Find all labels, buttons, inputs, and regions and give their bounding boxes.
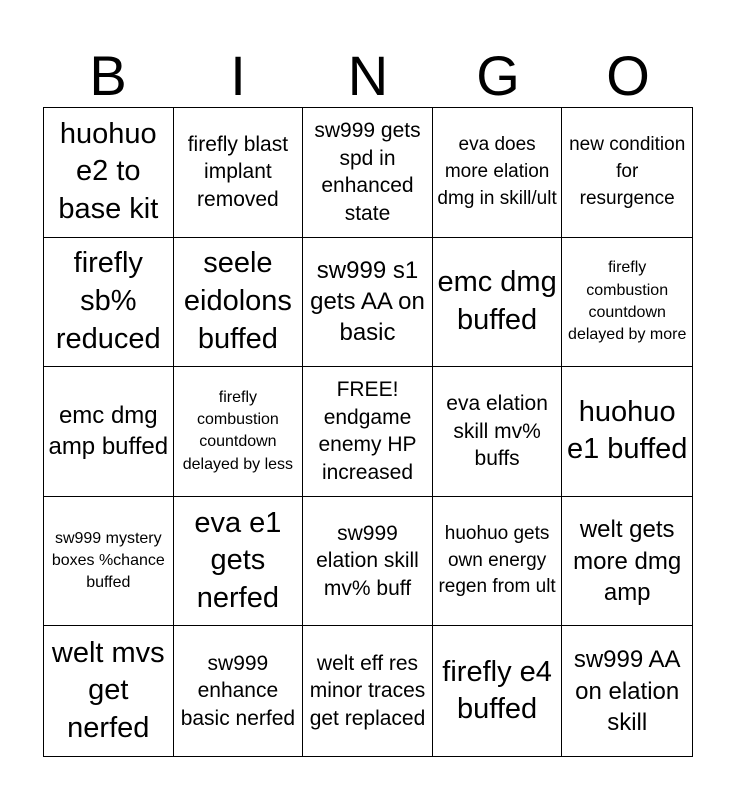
header-letter-o: O	[606, 44, 650, 107]
bingo-cell-r1c3[interactable]	[303, 108, 433, 238]
bingo-cell-r5c3[interactable]	[303, 626, 433, 756]
bingo-cell-r3c5[interactable]	[562, 367, 692, 497]
cell-text: welt mvs get nerfed	[51, 636, 165, 745]
header-letter-n: N	[347, 44, 389, 107]
bingo-cell-r4c4[interactable]	[433, 497, 563, 627]
header-letter-b: B	[89, 44, 127, 107]
cell-text: firefly combustion countdown delayed by less	[182, 388, 294, 473]
bingo-cell-r5c2[interactable]	[174, 626, 304, 756]
bingo-cell-r4c2[interactable]	[174, 497, 304, 627]
cell-text: sw999 s1 gets AA on basic	[310, 257, 425, 347]
cell-text: sw999 AA on elation skill	[573, 646, 681, 736]
bingo-cell-r2c2[interactable]	[174, 238, 304, 368]
cell-text: sw999 elation skill mv% buff	[316, 521, 419, 600]
bingo-cell-r5c5[interactable]	[562, 626, 692, 756]
cell-text: firefly combustion countdown delayed by more	[568, 259, 687, 344]
bingo-cell-r2c4[interactable]	[433, 238, 563, 368]
cell-text: seele eidolons buffed	[183, 247, 292, 355]
bingo-cell-r5c1[interactable]	[44, 626, 174, 756]
bingo-cell-r1c5[interactable]	[562, 108, 692, 238]
cell-text: huohuo e1 buffed	[566, 395, 688, 466]
cell-text: firefly e4 buffed	[442, 655, 552, 726]
bingo-cell-r1c1[interactable]	[44, 108, 174, 238]
cell-text: sw999 mystery boxes %chance buffed	[51, 529, 165, 592]
cell-text: eva elation skill mv% buffs	[446, 391, 548, 471]
bingo-header	[43, 45, 693, 107]
bingo-cell-r1c4[interactable]	[433, 108, 563, 238]
bingo-cell-r3c1[interactable]	[44, 367, 174, 497]
cell-text: huohuo gets own energy regen from ult	[438, 523, 556, 598]
bingo-cell-r3c4[interactable]	[433, 367, 563, 497]
bingo-board	[43, 107, 693, 757]
cell-text: firefly sb% reduced	[55, 247, 161, 355]
cell-text: emc dmg amp buffed	[48, 402, 169, 461]
header-letter-i: I	[230, 44, 246, 107]
bingo-cell-r3c3[interactable]	[303, 367, 433, 497]
cell-text: sw999 enhance basic nerfed	[180, 651, 296, 731]
bingo-cell-r2c5[interactable]	[562, 238, 692, 368]
header-letter-g: G	[476, 44, 520, 107]
cell-text: welt eff res minor traces get replaced	[309, 651, 426, 731]
bingo-cell-r4c5[interactable]	[562, 497, 692, 627]
bingo-cell-r2c1[interactable]	[44, 238, 174, 368]
bingo-cell-r4c1[interactable]	[44, 497, 174, 627]
cell-text: firefly blast implant removed	[187, 132, 289, 212]
bingo-cell-r3c2[interactable]	[174, 367, 304, 497]
bingo-cell-r1c2[interactable]	[174, 108, 304, 238]
cell-text: eva e1 gets nerfed	[194, 506, 282, 614]
cell-text: welt gets more dmg amp	[573, 516, 682, 606]
cell-text: huohuo e2 to base kit	[58, 117, 159, 226]
bingo-cell-r4c3[interactable]	[303, 497, 433, 627]
bingo-cell-r5c4[interactable]	[433, 626, 563, 756]
cell-text: eva does more elation dmg in skill/ult	[437, 134, 557, 209]
cell-text: sw999 gets spd in enhanced state	[314, 118, 421, 226]
bingo-cell-r2c3[interactable]	[303, 238, 433, 368]
cell-text: emc dmg buffed	[437, 266, 557, 336]
cell-text: new condition for resurgence	[569, 134, 686, 209]
cell-text: FREE! endgame enemy HP increased	[318, 378, 417, 485]
